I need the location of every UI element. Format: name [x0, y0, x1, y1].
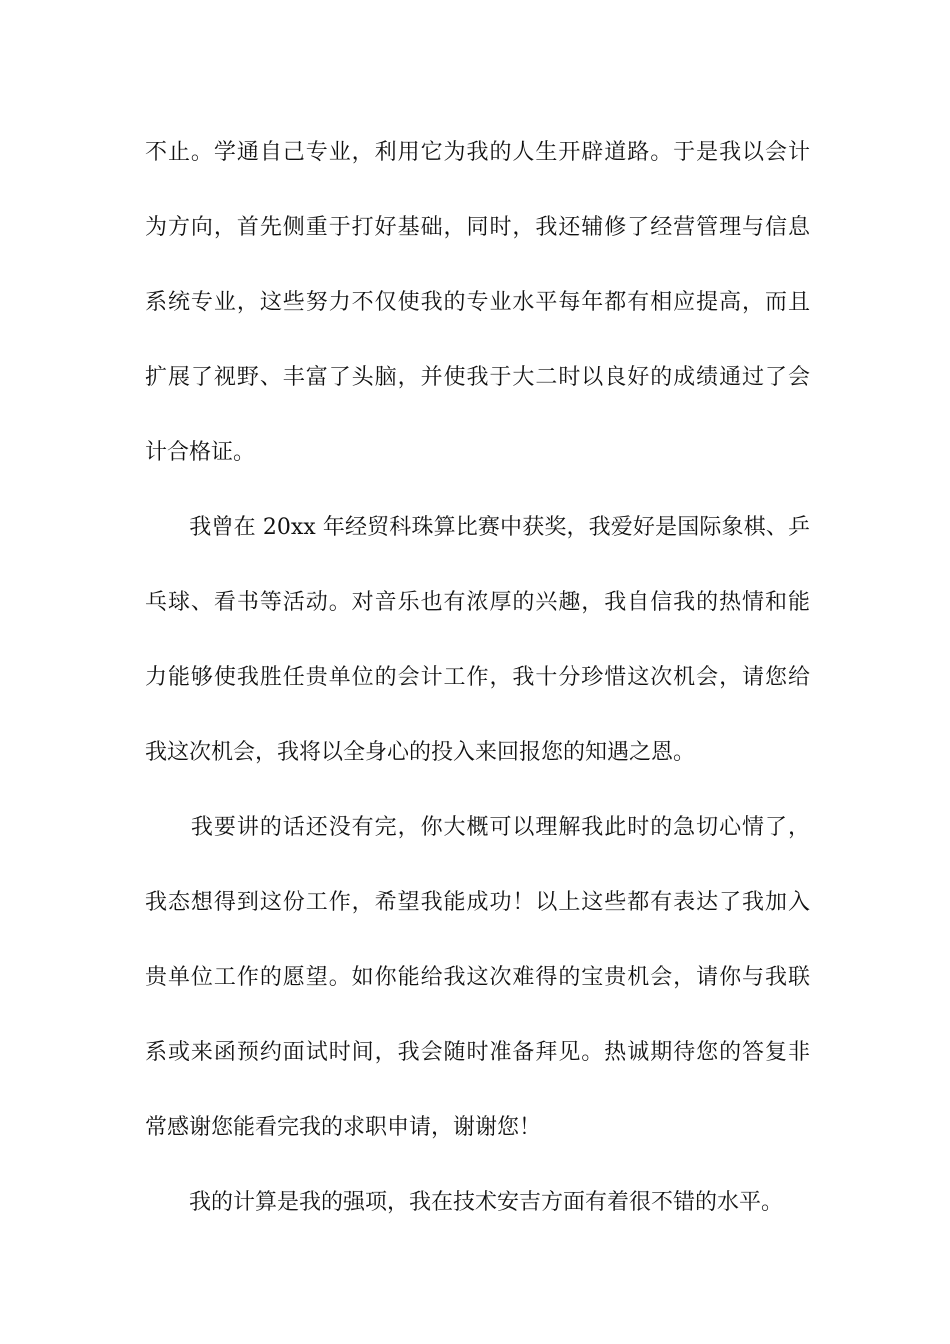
- text-line: 贵单位工作的愿望。如你能给我这次难得的宝贵机会，请你与我联: [145, 965, 810, 990]
- paragraph-awards-hobbies: [145, 503, 810, 803]
- text-line: 我态想得到这份工作，希望我能成功！以上这些都有表达了我加入: [145, 890, 810, 915]
- text-line: 系或来函预约面试时间，我会随时准备拜见。热诚期待您的答复非: [145, 1040, 810, 1065]
- text-line: 力能够使我胜任贵单位的会计工作，我十分珍惜这次机会，请您给: [145, 665, 810, 690]
- text-line: 系统专业，这些努力不仅使我的专业水平每年都有相应提高，而且: [145, 290, 810, 315]
- text-line: 我曾在 20xx 年经贸科珠算比赛中获奖，我爱好是国际象棋、乒: [145, 515, 810, 540]
- document-body: [145, 128, 810, 1253]
- text-line: 我要讲的话还没有完，你大概可以理解我此时的急切心情了，: [145, 815, 810, 840]
- paragraph-accounting-study: [145, 128, 810, 503]
- text-line: 我的计算是我的强项，我在技术安吉方面有着很不错的水平。: [145, 1190, 784, 1215]
- text-line: 扩展了视野、丰富了头脑，并使我于大二时以良好的成绩通过了会: [145, 365, 810, 390]
- text-line: 常感谢您能看完我的求职申请，谢谢您！: [145, 1115, 542, 1140]
- text-line: 为方向，首先侧重于打好基础，同时，我还辅修了经营管理与信息: [145, 215, 810, 240]
- text-line: 计合格证。: [145, 440, 256, 465]
- text-line: 乓球、看书等活动。对音乐也有浓厚的兴趣，我自信我的热情和能: [145, 590, 810, 615]
- paragraph-closing-request: [145, 803, 810, 1178]
- paragraph-strengths: [145, 1178, 810, 1253]
- text-line: 不止。学通自己专业，利用它为我的人生开辟道路。于是我以会计: [145, 140, 810, 165]
- text-line: 我这次机会，我将以全身心的投入来回报您的知遇之恩。: [145, 740, 696, 765]
